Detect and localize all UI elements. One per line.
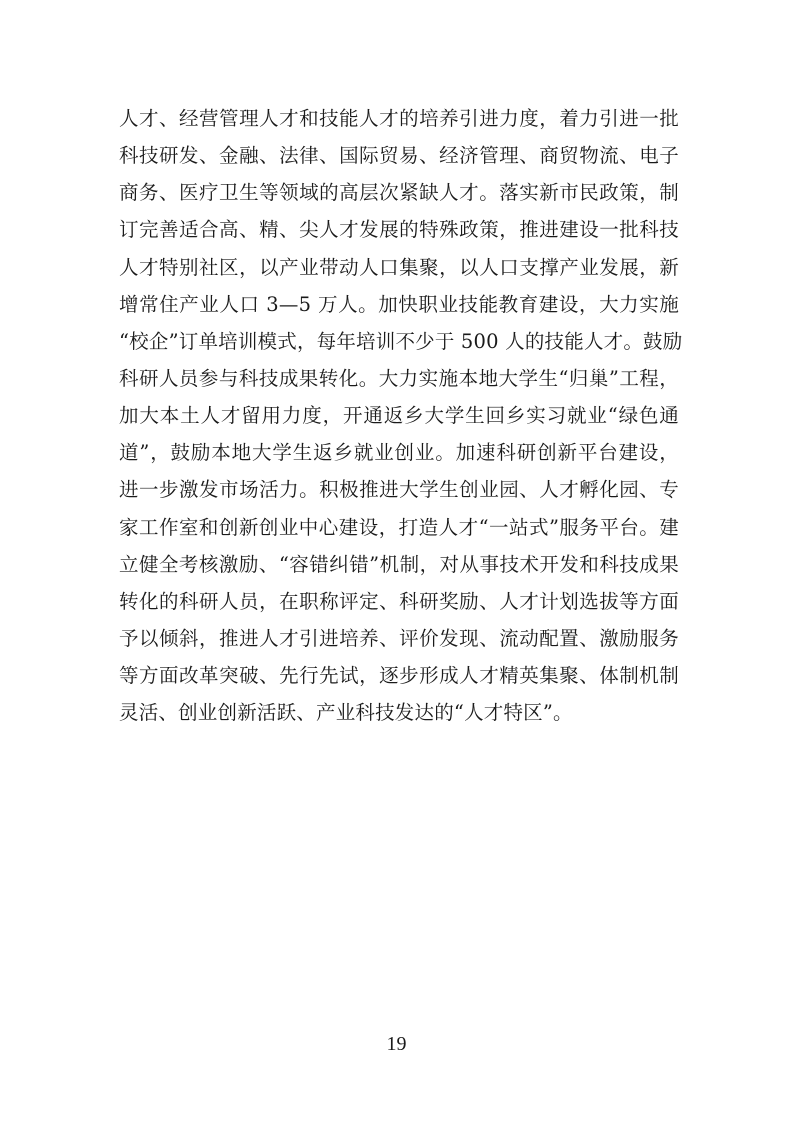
paragraph-line: 道”，鼓励本地大学生返乡就业创业。加速科研创新平台建设， <box>119 441 679 465</box>
paragraph-line: 转化的科研人员，在职称评定、科研奖励、人才计划选拔等方面 <box>119 589 679 613</box>
body-paragraph <box>119 100 683 731</box>
paragraph-line: 商务、医疗卫生等领域的高层次紧缺人才。落实新市民政策，制 <box>119 181 679 205</box>
paragraph-line: 科技研发、金融、法律、国际贸易、经济管理、商贸物流、电子 <box>119 144 679 168</box>
paragraph-line: 增常住产业人口 3—5 万人。加快职业技能教育建设，大力实施 <box>119 292 679 316</box>
paragraph-line: 人才、经营管理人才和技能人才的培养引进力度，着力引进一批 <box>119 107 679 130</box>
page-number: 19 <box>386 1033 407 1055</box>
paragraph-line: “校企”订单培训模式，每年培训不少于 500 人的技能人才。鼓励 <box>119 329 683 353</box>
paragraph-line: 等方面改革突破、先行先试，逐步形成人才精英集聚、体制机制 <box>119 664 679 688</box>
paragraph-line: 加大本土人才留用力度，开通返乡大学生回乡实习就业“绿色通 <box>119 404 679 428</box>
paragraph-line: 科研人员参与科技成果转化。大力实施本地大学生“归巢”工程， <box>119 366 679 390</box>
paragraph-line: 人才特别社区，以产业带动人口集聚，以人口支撑产业发展，新 <box>119 255 679 279</box>
paragraph-line: 予以倾斜，推进人才引进培养、评价发现、流动配置、激励服务 <box>119 626 679 650</box>
paragraph-line: 订完善适合高、精、尖人才发展的特殊政策，推进建设一批科技 <box>119 218 679 242</box>
paragraph-line: 家工作室和创新创业中心建设，打造人才“一站式”服务平台。建 <box>119 515 679 539</box>
paragraph-line: 进一步激发市场活力。积极推进大学生创业园、人才孵化园、专 <box>119 478 679 502</box>
paragraph-line: 立健全考核激励、“容错纠错”机制，对从事技术开发和科技成果 <box>119 552 679 576</box>
paragraph-line: 灵活、创业创新活跃、产业科技发达的“人才特区”。 <box>119 701 573 725</box>
